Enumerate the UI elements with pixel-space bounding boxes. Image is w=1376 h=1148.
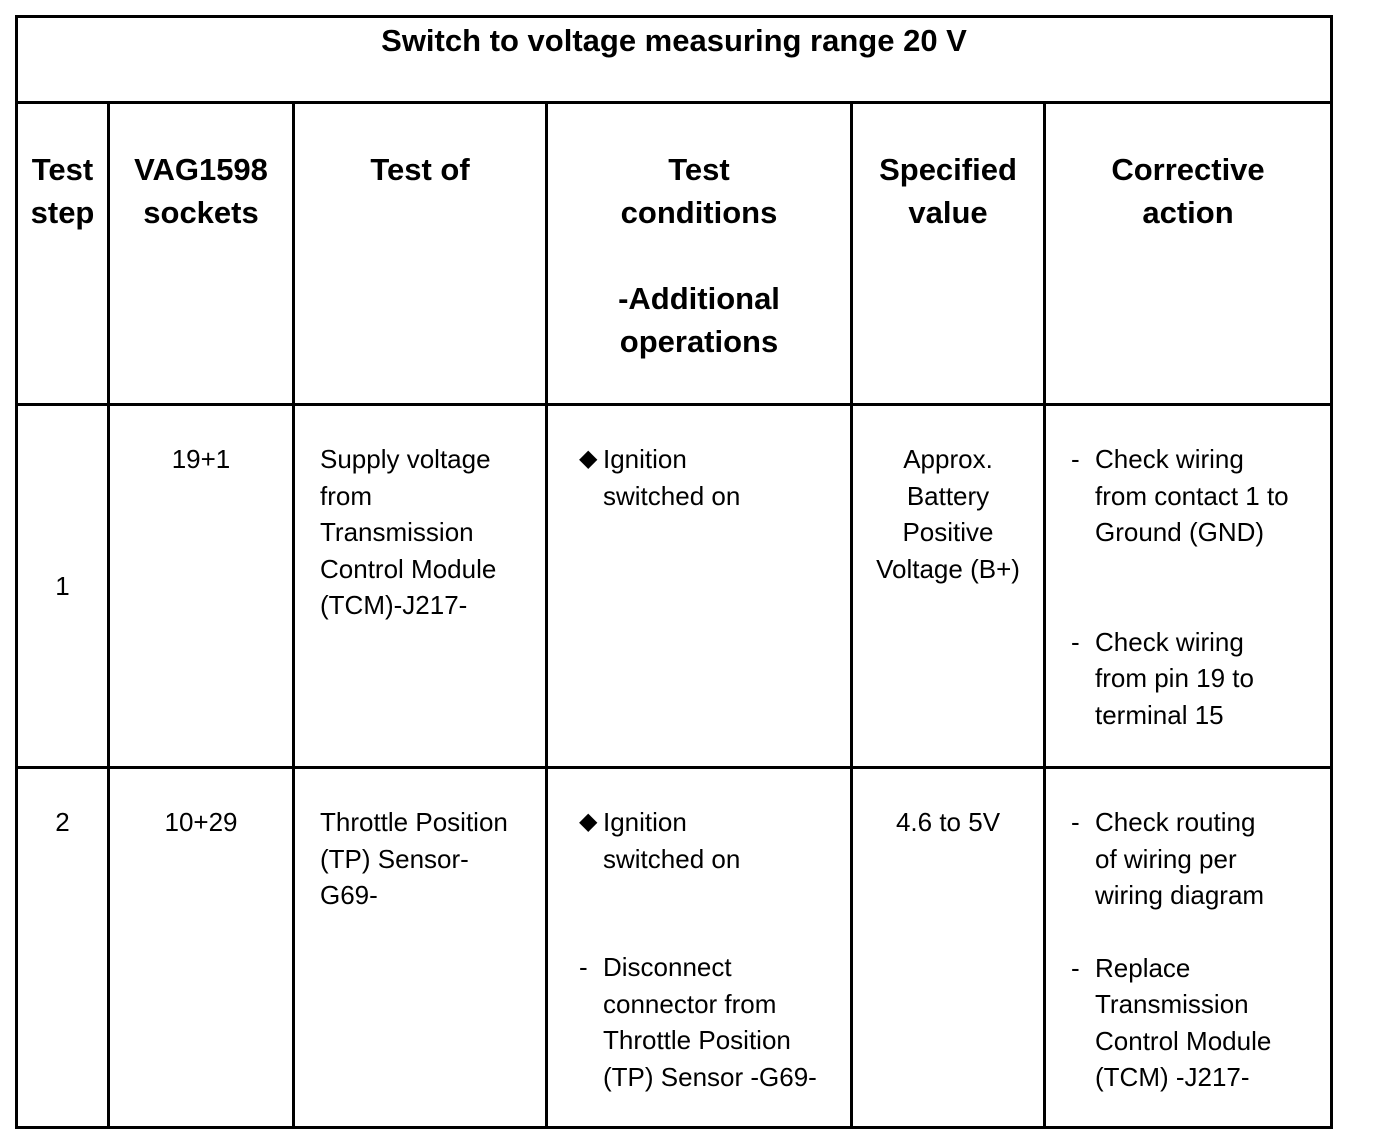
text-line: Positive — [902, 517, 994, 547]
text-line: switched on — [603, 480, 741, 511]
text-line: Control Module — [320, 553, 497, 584]
text-line: from contact 1 to — [1095, 480, 1289, 511]
text-line: Ignition — [603, 444, 687, 474]
row1-specified-value — [853, 441, 1043, 587]
text-line: switched on — [603, 843, 741, 874]
additional-operation — [579, 949, 849, 1095]
header-test-of — [295, 148, 545, 191]
action-item — [1071, 804, 1330, 914]
text-line: Check wiring — [1095, 626, 1244, 657]
diamond-bullet-icon: ◆ — [579, 808, 598, 835]
row-divider — [18, 766, 1330, 769]
text-line: from pin 19 to — [1095, 663, 1254, 693]
text-line: Throttle Position — [320, 807, 508, 837]
text-line: Supply voltage — [320, 444, 491, 474]
dash-marker: - — [1071, 444, 1080, 474]
dash-marker: - — [579, 952, 588, 982]
row2-test-of — [320, 804, 545, 914]
text-line: of wiring per — [1095, 843, 1237, 874]
action-item — [1071, 441, 1330, 551]
row2-step: 2 — [55, 807, 70, 837]
text-line: Ground (GND) — [1095, 517, 1265, 547]
text-line: Throttle Position — [603, 1025, 791, 1055]
action-item — [1071, 950, 1330, 1096]
text-line: wiring diagram — [1095, 880, 1265, 910]
dash-marker: - — [1071, 952, 1080, 983]
header-line: action — [1142, 195, 1234, 230]
column-divider — [850, 104, 853, 1126]
column-divider — [1043, 104, 1046, 1126]
row-divider — [18, 403, 1330, 406]
column-divider — [107, 104, 110, 1126]
text-line: Disconnect — [603, 952, 732, 982]
header-line: step — [30, 195, 95, 230]
row1-corrective-action — [1071, 441, 1330, 733]
header-line: Specified — [879, 152, 1017, 187]
table-title: Switch to voltage measuring range 20 V — [381, 23, 967, 58]
text-line: (TCM) -J217- — [1095, 1062, 1250, 1092]
row2-corrective-action — [1071, 804, 1330, 1096]
text-line: (TCM)-J217- — [320, 590, 468, 620]
header-corrective-action — [1046, 148, 1330, 234]
header-line: Corrective — [1111, 152, 1265, 187]
header-line: value — [908, 195, 988, 230]
header-line: Test — [31, 152, 94, 187]
text-line: Battery — [906, 480, 990, 511]
header-line: sockets — [143, 195, 259, 230]
header-test-step — [18, 148, 107, 234]
row1-test-of — [320, 441, 545, 624]
header-line: operations — [619, 324, 779, 359]
text-line: terminal 15 — [1095, 699, 1224, 730]
header-line: conditions — [620, 195, 778, 230]
dash-marker: - — [1071, 807, 1080, 837]
header-test-conditions — [548, 148, 850, 363]
text-line: Control Module — [1095, 1025, 1272, 1056]
text-line: Ignition — [603, 807, 687, 837]
row1-step: 1 — [55, 571, 70, 601]
diamond-bullet-icon: ◆ — [579, 445, 598, 472]
row2-condition — [579, 804, 849, 1095]
action-item — [1071, 624, 1330, 734]
text-line: Replace — [1095, 952, 1191, 983]
header-line: VAG1598 — [134, 152, 268, 187]
header-specified-value — [853, 148, 1043, 234]
row2-sockets: 10+29 — [164, 807, 238, 837]
text-line: Check wiring — [1095, 444, 1244, 474]
text-line: 4.6 to 5V — [895, 807, 1001, 837]
text-line: connector from — [603, 988, 777, 1019]
row1-sockets: 19+1 — [171, 444, 231, 474]
text-line: Check routing — [1095, 807, 1256, 837]
text-line: (TP) Sensor- — [320, 843, 469, 874]
row1-condition — [579, 441, 849, 514]
procedure-table — [15, 15, 1333, 1129]
text-line: Approx. — [903, 444, 993, 474]
column-divider — [292, 104, 295, 1126]
text-line: G69- — [320, 880, 378, 910]
text-line: (TP) Sensor -G69- — [603, 1061, 817, 1092]
dash-marker: - — [1071, 626, 1080, 657]
text-line: from — [320, 480, 372, 511]
table-title-row — [18, 18, 1330, 104]
header-line: -Additional — [618, 281, 780, 316]
text-line: Transmission — [1095, 989, 1249, 1019]
row2-specified-value — [853, 804, 1043, 841]
text-line: Voltage (B+) — [876, 553, 1020, 584]
header-line: Test of — [370, 152, 470, 187]
header-line: Test — [668, 152, 730, 187]
text-line: Transmission — [320, 517, 474, 547]
header-sockets — [110, 148, 292, 234]
